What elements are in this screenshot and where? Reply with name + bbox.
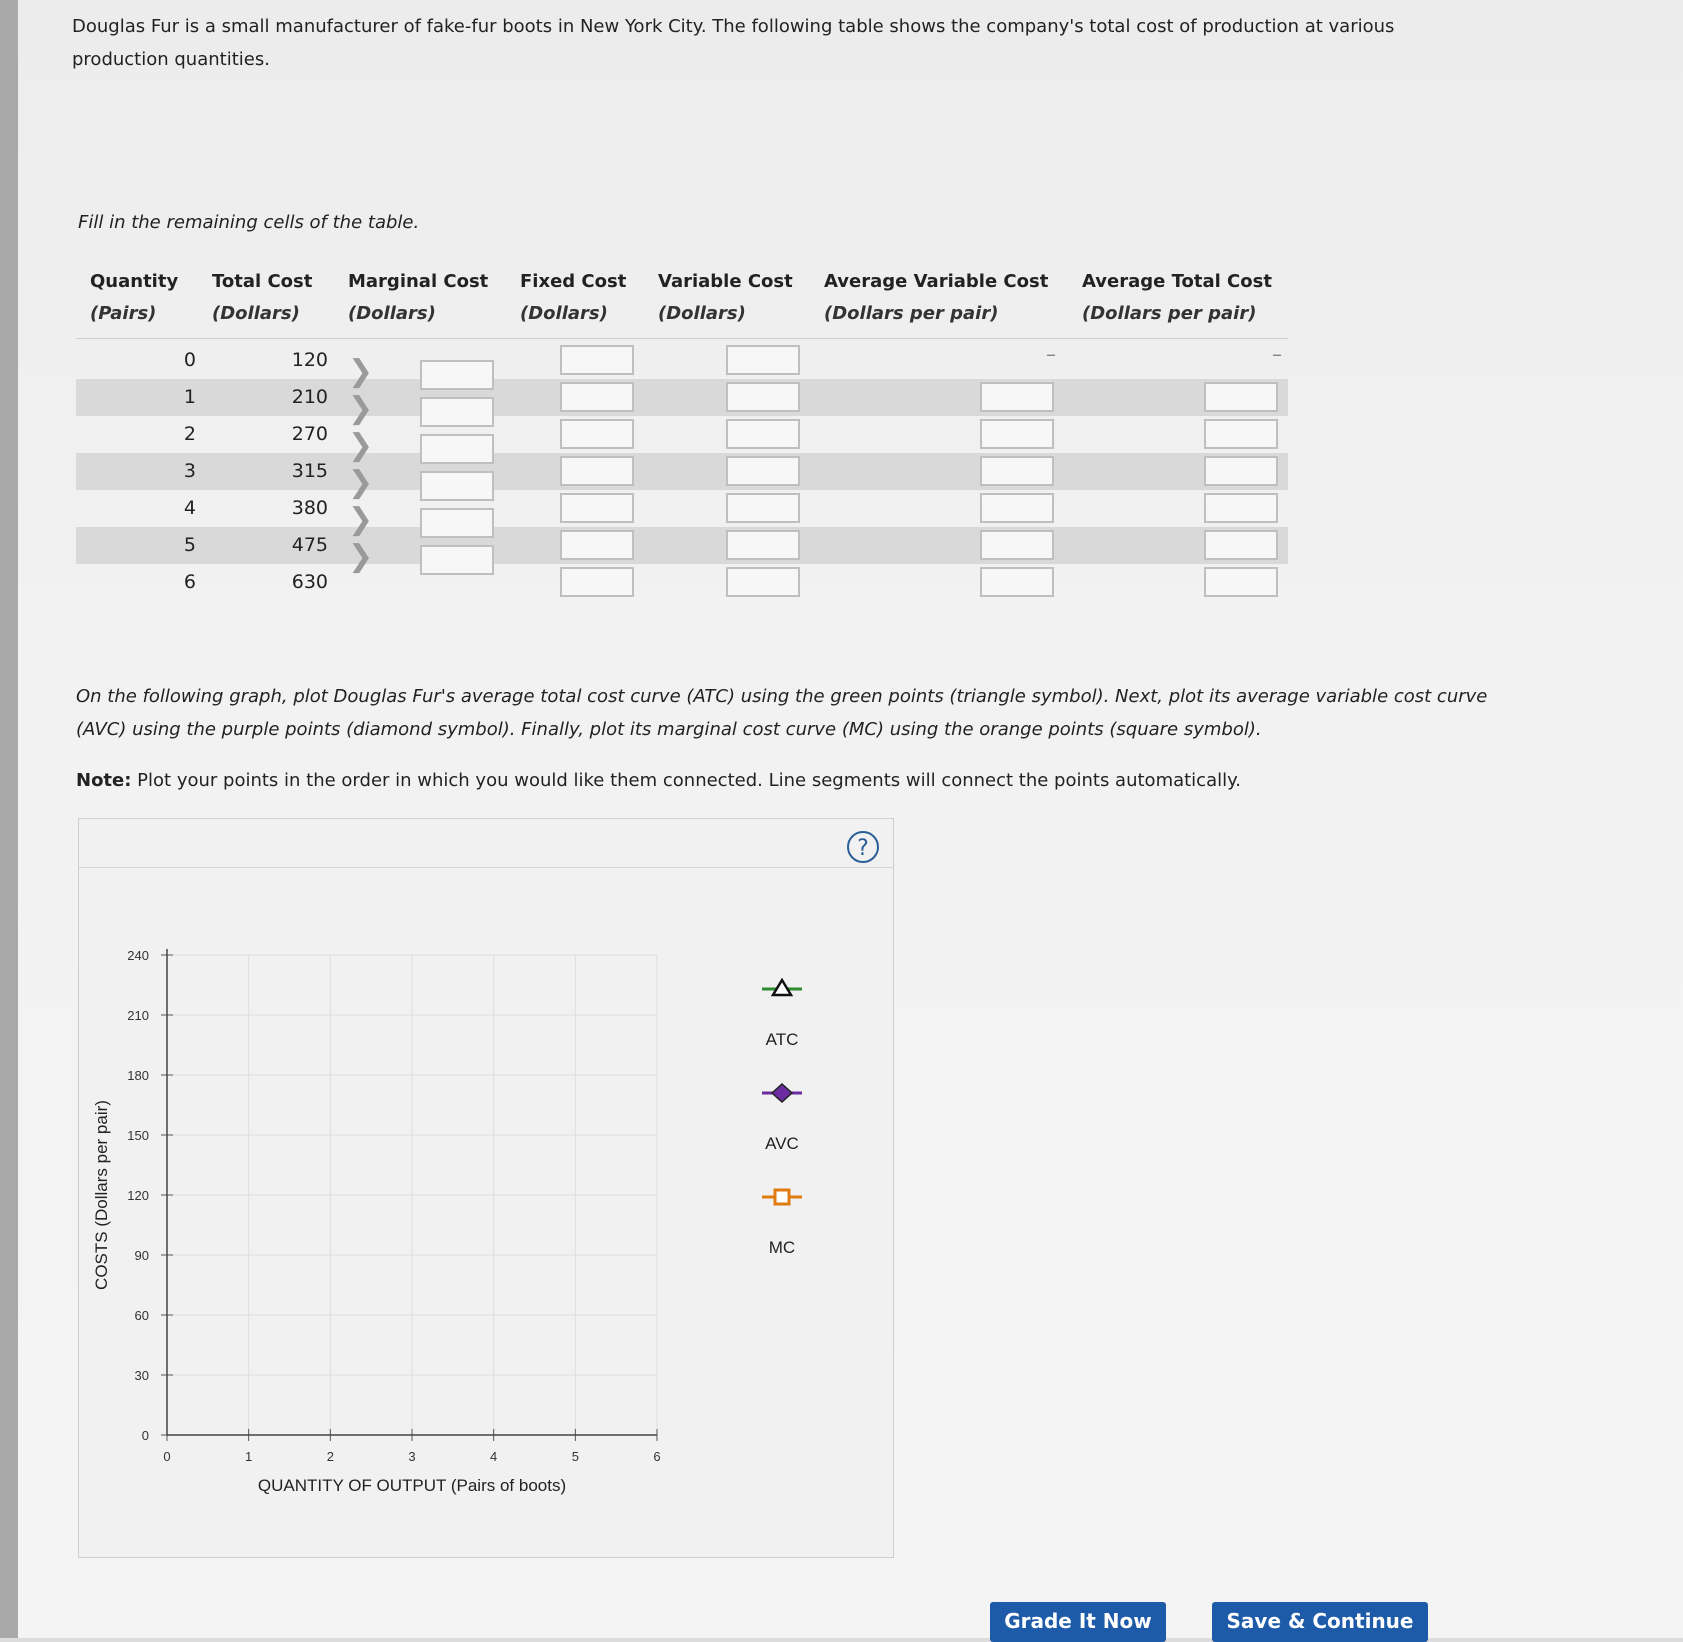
header-total-cost: Total Cost (Dollars) xyxy=(212,271,313,324)
table-row xyxy=(76,564,1288,601)
diamond-icon xyxy=(772,1084,792,1102)
x-tick-label: 4 xyxy=(490,1449,498,1464)
avc-input[interactable] xyxy=(980,419,1054,449)
table-row xyxy=(76,379,1288,416)
y-tick-label: 90 xyxy=(134,1248,149,1263)
quantity-cell: 2 xyxy=(183,423,196,445)
total-cost-cell: 120 xyxy=(291,349,328,371)
table-row xyxy=(76,416,1288,453)
x-tick-label: 0 xyxy=(163,1449,171,1464)
marginal-cost-input[interactable] xyxy=(420,360,494,390)
chevron-icon: ❯ xyxy=(348,502,374,537)
left-edge xyxy=(0,0,18,1638)
quantity-cell: 4 xyxy=(183,497,196,519)
variable-cost-input[interactable] xyxy=(726,493,800,523)
x-tick-label: 3 xyxy=(408,1449,416,1464)
variable-cost-input[interactable] xyxy=(726,419,800,449)
legend-label: MC xyxy=(768,1238,796,1257)
x-axis-label: QUANTITY OF OUTPUT (Pairs of boots) xyxy=(257,1476,567,1495)
help-icon[interactable]: ? xyxy=(847,831,879,863)
y-tick-label: 210 xyxy=(127,1008,149,1023)
variable-cost-input[interactable] xyxy=(726,345,800,375)
quantity-cell: 0 xyxy=(183,349,196,371)
marginal-cost-input[interactable] xyxy=(420,397,494,427)
x-tick-label: 5 xyxy=(571,1449,579,1464)
total-cost-cell: 380 xyxy=(291,497,328,519)
variable-cost-input[interactable] xyxy=(726,382,800,412)
fixed-cost-input[interactable] xyxy=(560,419,634,449)
header-avc: Average Variable Cost (Dollars per pair) xyxy=(824,271,1049,324)
grade-button[interactable]: Grade It Now xyxy=(990,1602,1166,1642)
intro-text: Douglas Fur is a small manufacturer of fake-fur boots in New York City. The following table shows the company's total cost of production at various production quantities. xyxy=(72,16,1395,70)
marginal-cost-input[interactable] xyxy=(420,471,494,501)
legend-mc-tool[interactable] xyxy=(762,1190,802,1257)
avc-dash: – xyxy=(1046,342,1056,366)
fixed-cost-input[interactable] xyxy=(560,530,634,560)
total-cost-cell: 315 xyxy=(291,460,328,482)
x-tick-label: 2 xyxy=(326,1449,334,1464)
variable-cost-input[interactable] xyxy=(726,567,800,597)
table-row xyxy=(76,490,1288,527)
header-variable-cost: Variable Cost (Dollars) xyxy=(658,271,793,324)
table-row xyxy=(76,453,1288,490)
y-tick-label: 150 xyxy=(127,1128,149,1143)
legend-atc-tool[interactable] xyxy=(762,980,802,1049)
y-tick-label: 180 xyxy=(127,1068,149,1083)
header-fixed-cost: Fixed Cost (Dollars) xyxy=(520,271,627,324)
total-cost-cell: 630 xyxy=(291,571,328,593)
quantity-cell: 6 xyxy=(183,571,196,593)
chevron-icon: ❯ xyxy=(348,428,374,463)
fixed-cost-input[interactable] xyxy=(560,382,634,412)
header-marginal-cost: Marginal Cost (Dollars) xyxy=(348,271,489,324)
y-tick-label: 120 xyxy=(127,1188,149,1203)
atc-input[interactable] xyxy=(1204,567,1278,597)
variable-cost-input[interactable] xyxy=(726,530,800,560)
cost-chart[interactable] xyxy=(79,819,893,1557)
legend-avc-tool[interactable] xyxy=(762,1084,802,1153)
marginal-cost-input[interactable] xyxy=(420,508,494,538)
table-header xyxy=(76,262,1288,339)
atc-input[interactable] xyxy=(1204,530,1278,560)
square-icon xyxy=(775,1190,789,1204)
header-quantity: Quantity (Pairs) xyxy=(90,271,179,324)
x-tick-label: 6 xyxy=(653,1449,661,1464)
variable-cost-input[interactable] xyxy=(726,456,800,486)
table-row xyxy=(76,342,1288,379)
header-atc: Average Total Cost (Dollars per pair) xyxy=(1082,271,1272,324)
avc-input[interactable] xyxy=(980,530,1054,560)
y-axis-label: COSTS (Dollars per pair) xyxy=(92,1100,111,1290)
avc-input[interactable] xyxy=(980,493,1054,523)
chevron-icon: ❯ xyxy=(348,391,374,426)
y-tick-label: 60 xyxy=(134,1308,149,1323)
table-instruction: Fill in the remaining cells of the table. xyxy=(78,212,420,233)
quantity-cell: 1 xyxy=(183,386,196,408)
atc-input[interactable] xyxy=(1204,493,1278,523)
fixed-cost-input[interactable] xyxy=(560,345,634,375)
legend-label: ATC xyxy=(765,1030,799,1049)
save-continue-button[interactable]: Save & Continue xyxy=(1212,1602,1428,1642)
marginal-cost-input[interactable] xyxy=(420,434,494,464)
y-tick-label: 30 xyxy=(134,1368,149,1383)
avc-input[interactable] xyxy=(980,456,1054,486)
total-cost-cell: 475 xyxy=(291,534,328,556)
legend-label: AVC xyxy=(765,1134,799,1153)
atc-input[interactable] xyxy=(1204,382,1278,412)
atc-input[interactable] xyxy=(1204,456,1278,486)
avc-input[interactable] xyxy=(980,567,1054,597)
fixed-cost-input[interactable] xyxy=(560,456,634,486)
total-cost-cell: 270 xyxy=(291,423,328,445)
fixed-cost-input[interactable] xyxy=(560,567,634,597)
fixed-cost-input[interactable] xyxy=(560,493,634,523)
graph-instruction: On the following graph, plot Douglas Fur's average total cost curve (ATC) using the green points (triangle symbol). Next, plot its average variable cost curve (AVC) using the purple points (diamond symbol). Finally, plot its marginal cost curve (MC) using the orange points (square symbol). xyxy=(76,686,1488,740)
total-cost-cell: 210 xyxy=(291,386,328,408)
cost-table xyxy=(76,262,1288,604)
chevron-icon: ❯ xyxy=(348,354,374,389)
quantity-cell: 5 xyxy=(183,534,196,556)
y-tick-label: 0 xyxy=(141,1428,149,1443)
quantity-cell: 3 xyxy=(183,460,196,482)
graph-panel[interactable] xyxy=(78,818,894,1558)
avc-input[interactable] xyxy=(980,382,1054,412)
x-tick-label: 1 xyxy=(245,1449,253,1464)
y-tick-label: 240 xyxy=(127,948,149,963)
atc-input[interactable] xyxy=(1204,419,1278,449)
note: Note: Plot your points in the order in which you would like them connected. Line segments will connect the points automatically. xyxy=(76,770,1241,791)
chevron-icon: ❯ xyxy=(348,539,374,574)
chevron-icon: ❯ xyxy=(348,465,374,500)
marginal-cost-input[interactable] xyxy=(420,545,494,575)
atc-dash: – xyxy=(1272,342,1282,366)
table-row xyxy=(76,527,1288,564)
